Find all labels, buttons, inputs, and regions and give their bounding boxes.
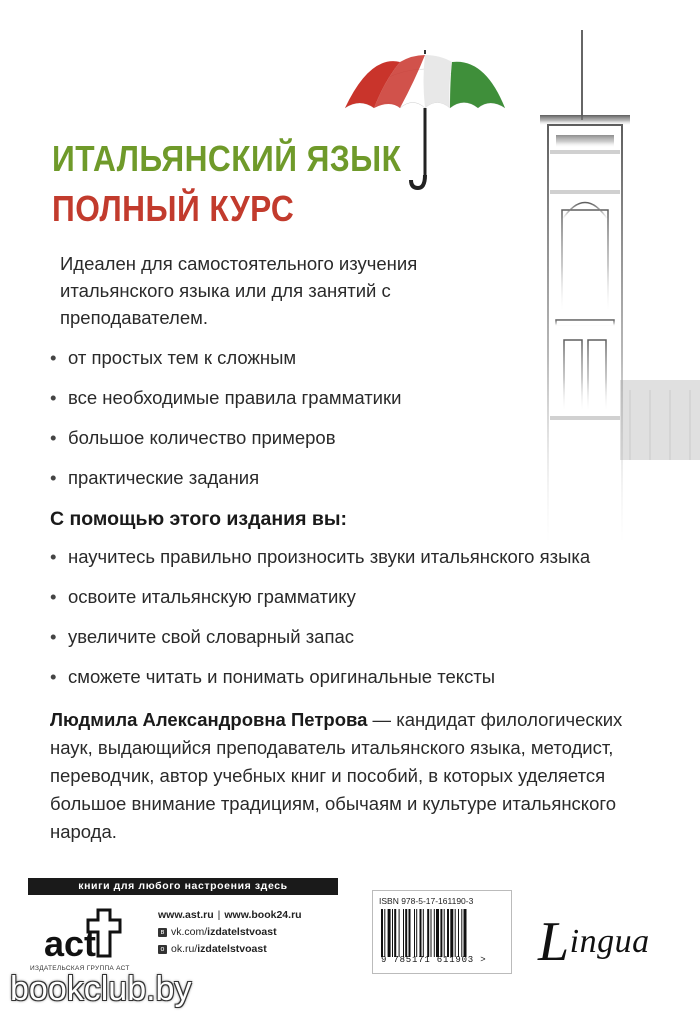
links-separator: | (217, 909, 221, 921)
list-item: • увеличите свой словарный запас (50, 623, 590, 663)
book-title-line1: ИТАЛЬЯНСКИЙ ЯЗЫК (52, 138, 402, 179)
list-item: • сможете читать и понимать оригинальные тексты (50, 663, 590, 703)
isbn-label: ISBN 978-5-17-161190-3 (379, 896, 474, 906)
isbn-block (372, 890, 512, 974)
publisher-links (158, 907, 302, 958)
ok-icon: o (158, 945, 167, 954)
ok-prefix: ok.ru/ (171, 943, 198, 955)
bell-tower-illustration (520, 20, 700, 540)
vk-link[interactable] (158, 924, 302, 941)
lingua-logo: Lingua (538, 911, 650, 973)
author-name: Людмила Александровна Петрова (50, 709, 368, 730)
site-link-ast[interactable]: www.ast.ru (158, 909, 214, 921)
vk-prefix: vk.com/ (171, 926, 208, 938)
publisher-banner: книги для любого настроения здесь (28, 878, 338, 895)
author-bio (50, 706, 660, 846)
ast-logo-text: act (44, 923, 97, 964)
book-title-line2: ПОЛНЫЙ КУРС (52, 188, 295, 229)
vk-icon: в (158, 928, 167, 937)
barcode (381, 909, 503, 957)
watermark: bookclub.by (10, 970, 192, 1008)
ast-caption: ИЗДАТЕЛЬСКАЯ ГРУППА АСТ (30, 965, 130, 972)
intro-text: Идеален для самостоятельного изучения итальянского языка или для занятий с преподавателем. (60, 253, 418, 328)
list-item: • от простых тем к сложным (50, 344, 401, 384)
ok-link[interactable] (158, 941, 302, 958)
author-description: — кандидат филологических наук, выдающийся преподаватель итальянского языка, методист, переводчик, автор учебных книг и пособий, в которых уделяется большое внимание традициям, обычаям и культуре итальянского народа. (50, 709, 623, 842)
features-list (50, 344, 401, 504)
list-item: • практические задания (50, 464, 401, 504)
ast-logo (36, 904, 132, 968)
benefits-list (50, 543, 590, 703)
list-item: • большое количество примеров (50, 424, 401, 464)
ok-handle: izdatelstvoast (197, 943, 267, 955)
list-item: • научитесь правильно произносить звуки итальянского языка (50, 543, 590, 583)
benefits-heading: С помощью этого издания вы: (50, 508, 348, 530)
vk-handle: izdatelstvoast (207, 926, 277, 938)
site-link-book24[interactable]: www.book24.ru (224, 909, 302, 921)
list-item: • все необходимые правила грамматики (50, 384, 401, 424)
list-item: • освоите итальянскую грамматику (50, 583, 590, 623)
barcode-number: 9 785171 611903 > (381, 955, 487, 965)
